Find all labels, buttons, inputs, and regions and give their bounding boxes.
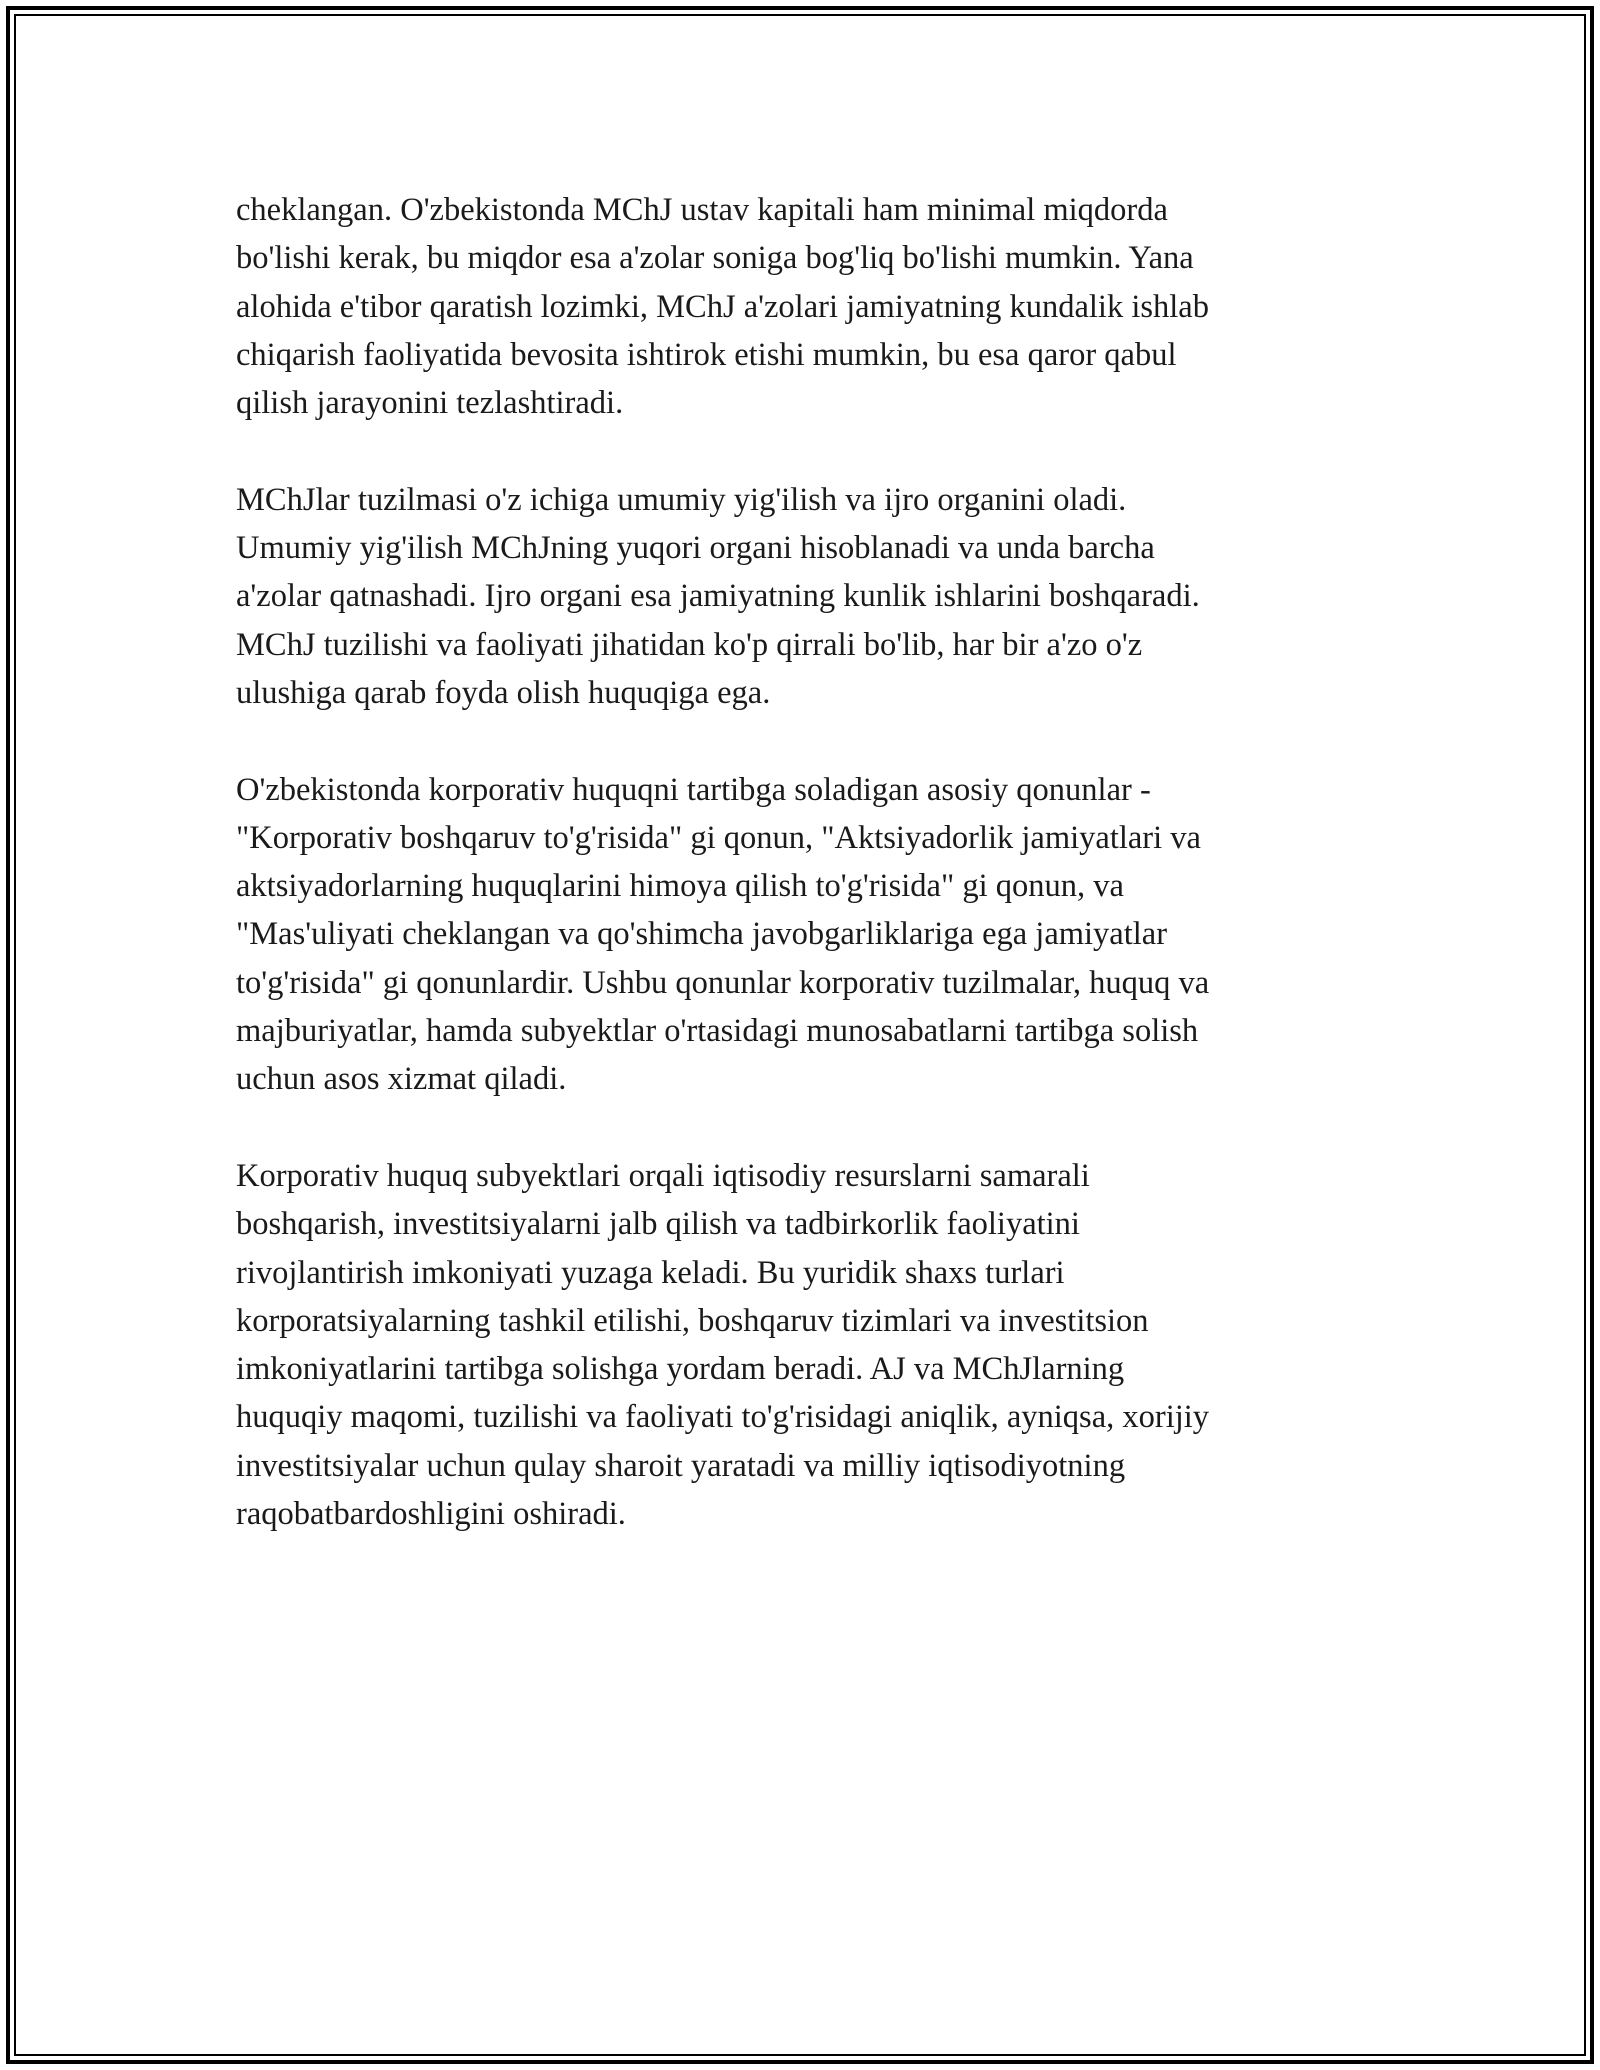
text-line: uchun asos xizmat qiladi. [236, 1061, 567, 1098]
text-line: a'zolar qatnashadi. Ijro organi esa jamiyatning kunlik ishlarini boshqaradi. [236, 578, 1200, 615]
text-line: "Korporativ boshqaruv to'g'risida" gi qonun, "Aktsiyadorlik jamiyatlari va [236, 819, 1201, 856]
text-line: Korporativ huquq subyektlari orqali iqtisodiy resurslarni samarali [236, 1157, 1090, 1194]
text-line: boshqarish, investitsiyalarni jalb qilish va tadbirkorlik faoliyatini [236, 1206, 1080, 1243]
text-line: "Mas'uliyati cheklangan va qo'shimcha javobgarliklariga ega jamiyatlar [236, 916, 1168, 953]
text-line: MChJ tuzilishi va faoliyati jihatidan ko'p qirrali bo'lib, har bir a'zo o'z [236, 626, 1143, 663]
paragraph-corporate-subjects [236, 1152, 1366, 1538]
text-line: imkoniyatlarini tartibga solishga yordam beradi. AJ va MChJlarning [236, 1351, 1125, 1388]
paragraph-mchj-capital [236, 186, 1366, 427]
text-line: qilish jarayonini tezlashtiradi. [236, 385, 624, 422]
text-line: cheklangan. O'zbekistonda MChJ ustav kapitali ham minimal miqdorda [236, 192, 1168, 228]
text-line: korporatsiyalarning tashkil etilishi, boshqaruv tizimlari va investitsion [236, 1302, 1149, 1339]
text-line: alohida e'tibor qaratish lozimki, MChJ a'zolari jamiyatning kundalik ishlab [236, 288, 1209, 325]
text-line: bo'lishi kerak, bu miqdor esa a'zolar soniga bog'liq bo'lishi mumkin. Yana [236, 240, 1194, 277]
text-line: chiqarish faoliyatida bevosita ishtirok etishi mumkin, bu esa qaror qabul [236, 336, 1177, 373]
text-line: Umumiy yig'ilish MChJning yuqori organi hisoblanadi va unda barcha [236, 530, 1155, 567]
text-line: raqobatbardoshligini oshiradi. [236, 1496, 626, 1533]
text-line: MChJlar tuzilmasi o'z ichiga umumiy yig'ilish va ijro organini oladi. [236, 481, 1127, 518]
text-line: rivojlantirish imkoniyati yuzaga keladi. Bu yuridik shaxs turlari [236, 1254, 1065, 1291]
text-line: aktsiyadorlarning huquqlarini himoya qilish to'g'risida" gi qonun, va [236, 868, 1124, 905]
text-line: huquqiy maqomi, tuzilishi va faoliyati to'g'risidagi aniqlik, ayniqsa, xorijiy [236, 1399, 1210, 1436]
text-line: ulushiga qarab foyda olish huquqiga ega. [236, 674, 771, 711]
text-line: to'g'risida" gi qonunlardir. Ushbu qonunlar korporativ tuzilmalar, huquq va [236, 964, 1210, 1001]
document-body [236, 186, 1366, 1587]
paragraph-mchj-structure [236, 476, 1366, 717]
paragraph-corporate-laws [236, 766, 1366, 1104]
text-line: majburiyatlar, hamda subyektlar o'rtasidagi munosabatlarni tartibga solish [236, 1013, 1199, 1050]
text-line: investitsiyalar uchun qulay sharoit yaratadi va milliy iqtisodiyotning [236, 1447, 1126, 1484]
text-line: O'zbekistonda korporativ huquqni tartibga soladigan asosiy qonunlar - [236, 771, 1151, 808]
